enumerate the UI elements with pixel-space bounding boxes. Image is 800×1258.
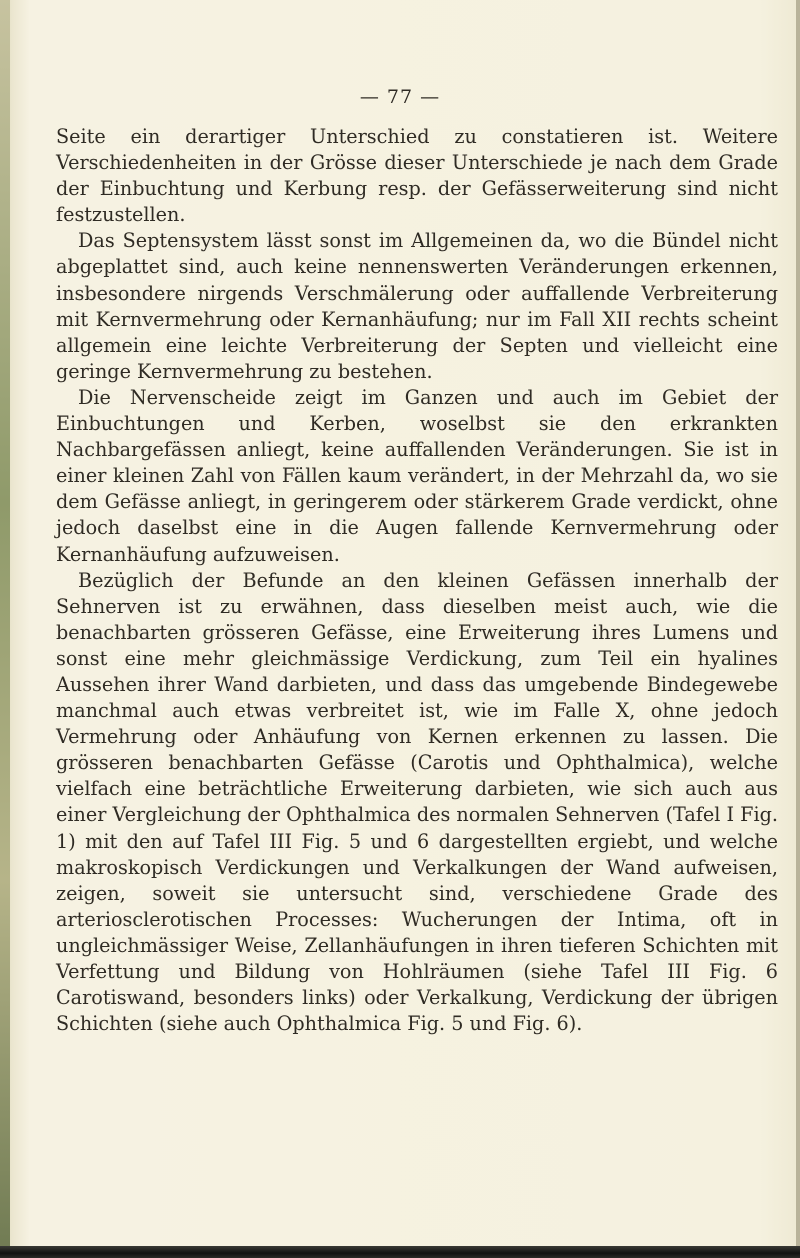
bottom-edge-bar [0,1246,800,1258]
book-spine-edge [0,0,10,1258]
page-number: — 77 — [359,86,441,108]
body-text [56,124,778,1037]
page-right-edge [796,0,800,1258]
paragraph-3: Die Nervenscheide zeigt im Ganzen und auch im Gebiet der Einbuchtungen und Kerben, woselbst sie den erkrankten Nachbargefässen anliegt, keine auffallenden Veränderungen. Sie ist in einer kleinen Zahl von Fällen kaum verändert, in der Mehrzahl da, wo sie dem Gefässe anliegt, in geringerem oder stärkerem Grade verdickt, ohne jedoch daselbst eine in die Augen fallende Kernvermehrung oder Kernanhäufung aufzuweisen. [56,385,778,566]
paragraph-2: Das Septensystem lässt sonst im Allgemeinen da, wo die Bündel nicht abgeplattet sind, auch keine nennenswerten Veränderungen erkennen, insbesondere nirgends Verschmälerung oder auffallende Verbreiterung mit Kernvermehrung oder Kernanhäufung; nur im Fall XII rechts scheint allgemein eine leichte Verbreiterung der Septen und vielleicht eine geringe Kernvermehrung zu bestehen. [56,229,778,383]
paragraph-1: Seite ein derartiger Unterschied zu constatieren ist. Weitere Verschiedenheiten in der Grösse dieser Unterschiede je nach dem Grade der Einbuchtung und Kerbung resp. der Gefässerweiterung sind nicht festzustellen. [56,125,778,227]
paragraph-4: Bezüglich der Befunde an den kleinen Gefässen innerhalb der Sehnerven ist zu erwähnen, dass dieselben meist auch, wie die benachbarten grösseren Gefässe, eine Erweiterung ihres Lumens und sonst eine mehr gleichmässige Verdickung, zum Teil ein hyalines Aussehen ihrer Wand darbieten, und dass das umgebende Bindegewebe manchmal auch etwas verbreitet ist, wie im Falle X, ohne jedoch Vermehrung oder Anhäufung von Kernen erkennen zu lassen. Die grösseren benachbarten Gefässe (Carotis und Ophthalmica), welche vielfach eine beträchtliche Erweiterung darbieten, wie sich auch aus einer Vergleichung der Ophthalmica des normalen Sehnerven (Tafel I Fig. 1) mit den auf Tafel III Fig. 5 und 6 dargestellten ergiebt, und welche makroskopisch Verdickungen und Verkalkungen der Wand aufweisen, zeigen, soweit sie untersucht sind, verschiedene Grade des arteriosclerotischen Processes: Wucherungen der Intima, oft in ungleichmässiger Weise, Zellanhäufungen in ihren tieferen Schichten mit Verfettung und Bildung von Hohlräumen (siehe Tafel III Fig. 6 Carotiswand, besonders links) oder Verkalkung, Verdickung der übrigen Schichten (siehe auch Ophthalmica Fig. 5 und Fig. 6). [56,568,778,1036]
